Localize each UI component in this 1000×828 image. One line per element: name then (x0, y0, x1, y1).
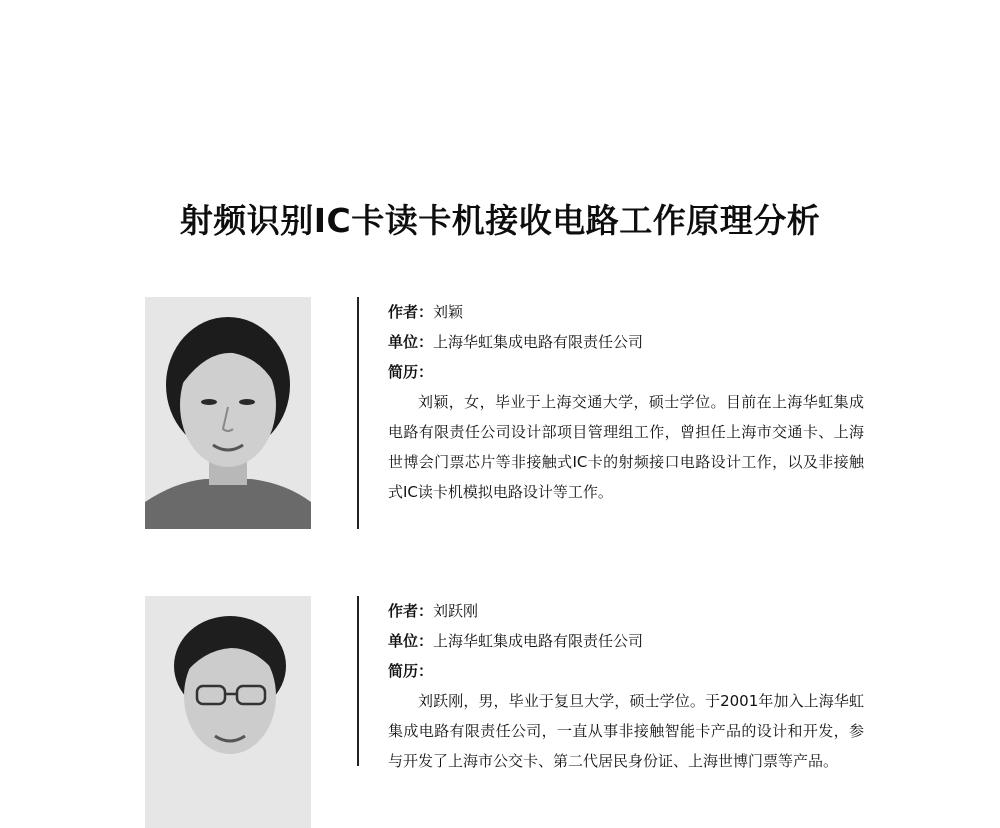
article-title: 射频识别IC卡读卡机接收电路工作原理分析 (179, 201, 821, 240)
unit-label: 单位： (388, 632, 434, 650)
resume-label: 简历： (388, 363, 434, 381)
vertical-divider-1 (357, 297, 359, 529)
author-unit-row (388, 626, 868, 656)
author-info-1 (388, 297, 868, 507)
vertical-divider-2 (357, 596, 359, 766)
author-name: 刘跃刚 (433, 602, 479, 620)
author-name-row (388, 596, 868, 626)
unit-label: 单位： (388, 333, 434, 351)
author-unit: 上海华虹集成电路有限责任公司 (433, 333, 644, 351)
author-unit: 上海华虹集成电路有限责任公司 (433, 632, 644, 650)
resume-heading (388, 656, 868, 686)
author-bio: 刘跃刚，男，毕业于复旦大学，硕士学位。于2001年加入上海华虹集成电路有限责任公司，一直从事非接触智能卡产品的设计和开发，参与开发了上海市公交卡、第二代居民身份证、上海世博门票等产品。 (388, 692, 864, 770)
author-block-1 (0, 297, 1000, 537)
author-name-row (388, 297, 868, 327)
author-photo-1 (145, 297, 311, 529)
author-name: 刘颖 (433, 303, 464, 321)
author-photo-2 (145, 596, 311, 828)
author-block-2 (0, 596, 1000, 770)
author-info-2 (388, 596, 868, 776)
resume-label: 简历： (388, 662, 434, 680)
author-bio: 刘颖，女，毕业于上海交通大学，硕士学位。目前在上海华虹集成电路有限责任公司设计部项目管理组工作，曾担任上海市交通卡、上海世博会门票芯片等非接触式IC卡的射频接口电路设计工作，以及非接触式IC读卡机模拟电路设计等工作。 (388, 393, 864, 501)
resume-heading (388, 357, 868, 387)
author-unit-row (388, 327, 868, 357)
author-label: 作者： (388, 602, 434, 620)
author-label: 作者： (388, 303, 434, 321)
